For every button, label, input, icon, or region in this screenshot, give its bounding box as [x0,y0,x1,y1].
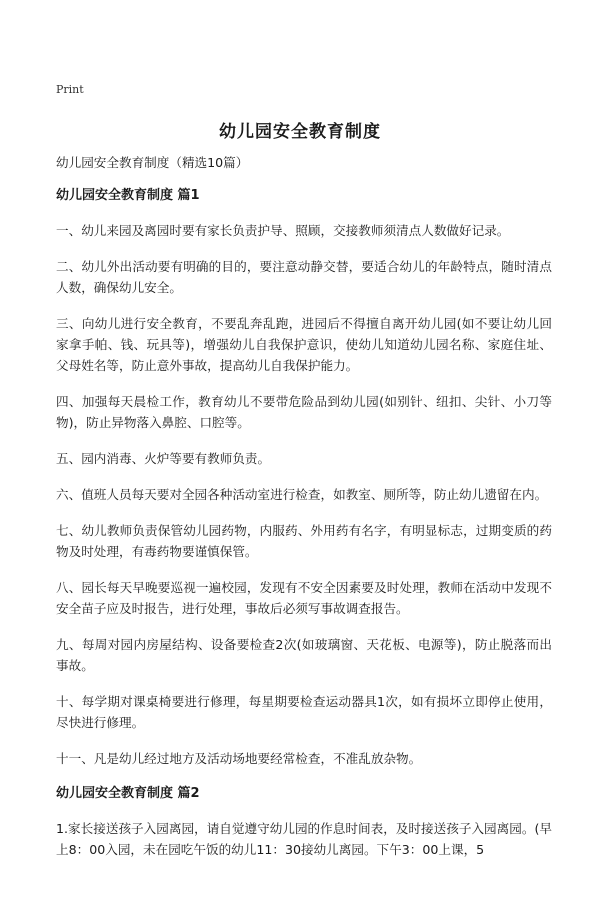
print-label[interactable]: Print [56,83,84,96]
document-subtitle: 幼儿园安全教育制度（精选10篇） [56,155,249,170]
paragraph: 八、园长每天早晚要巡视一遍校园，发现有不安全因素要及时处理，教师在活动中发现不安全苗子应及时报告，进行处理，事故后必须写事故调查报告。 [56,580,552,616]
page-title: 幼儿园安全教育制度 [219,122,381,142]
paragraph: 四、加强每天晨检工作，教育幼儿不要带危险品到幼儿园(如别针、纽扣、尖针、小刀等物)，防止异物落入鼻腔、口腔等。 [56,394,552,430]
paragraph: 七、幼儿教师负责保管幼儿园药物，内服药、外用药有名字，有明显标志，过期变质的药物及时处理，有毒药物要谨慎保管。 [56,523,552,559]
paragraph: 九、每周对园内房屋结构、设备要检查2次(如玻璃窗、天花板、电源等)，防止脱落而出事故。 [56,637,552,673]
section-heading: 幼儿园安全教育制度 篇1 [56,188,200,203]
paragraph: 十一、凡是幼儿经过地方及活动场地要经常检查，不准乱放杂物。 [56,751,422,766]
document-body [56,152,552,875]
paragraph: 五、园内消毒、火炉等要有教师负责。 [56,451,271,466]
paragraph: 一、幼儿来园及离园时要有家长负责护导、照顾，交接教师须清点人数做好记录。 [56,223,510,238]
section-heading: 幼儿园安全教育制度 篇2 [56,786,200,801]
paragraph: 六、值班人员每天要对全园各种活动室进行检查，如教室、厕所等，防止幼儿遗留在内。 [56,487,548,502]
paragraph: 十、每学期对课桌椅要进行修理，每星期要检查运动器具1次，如有损坏立即停止使用，尽快进行修理。 [56,694,552,730]
paragraph: 三、向幼儿进行安全教育，不要乱奔乱跑，进园后不得擅自离开幼儿园(如不要让幼儿回家拿手帕、钱、玩具等)，增强幼儿自我保护意识，使幼儿知道幼儿园名称、家庭住址、父母姓名等，防止意外事故，提高幼儿自我保护能力。 [56,316,552,373]
paragraph: 1.家长接送孩子入园离园，请自觉遵守幼儿园的作息时间表，及时接送孩子入园离园。(早上8：00入园，未在园吃午饭的幼儿11：30接幼儿离园。下午3：00上课，5 [56,821,552,857]
paragraph: 二、幼儿外出活动要有明确的目的，要注意动静交替，要适合幼儿的年龄特点，随时清点人数，确保幼儿安全。 [56,259,552,295]
